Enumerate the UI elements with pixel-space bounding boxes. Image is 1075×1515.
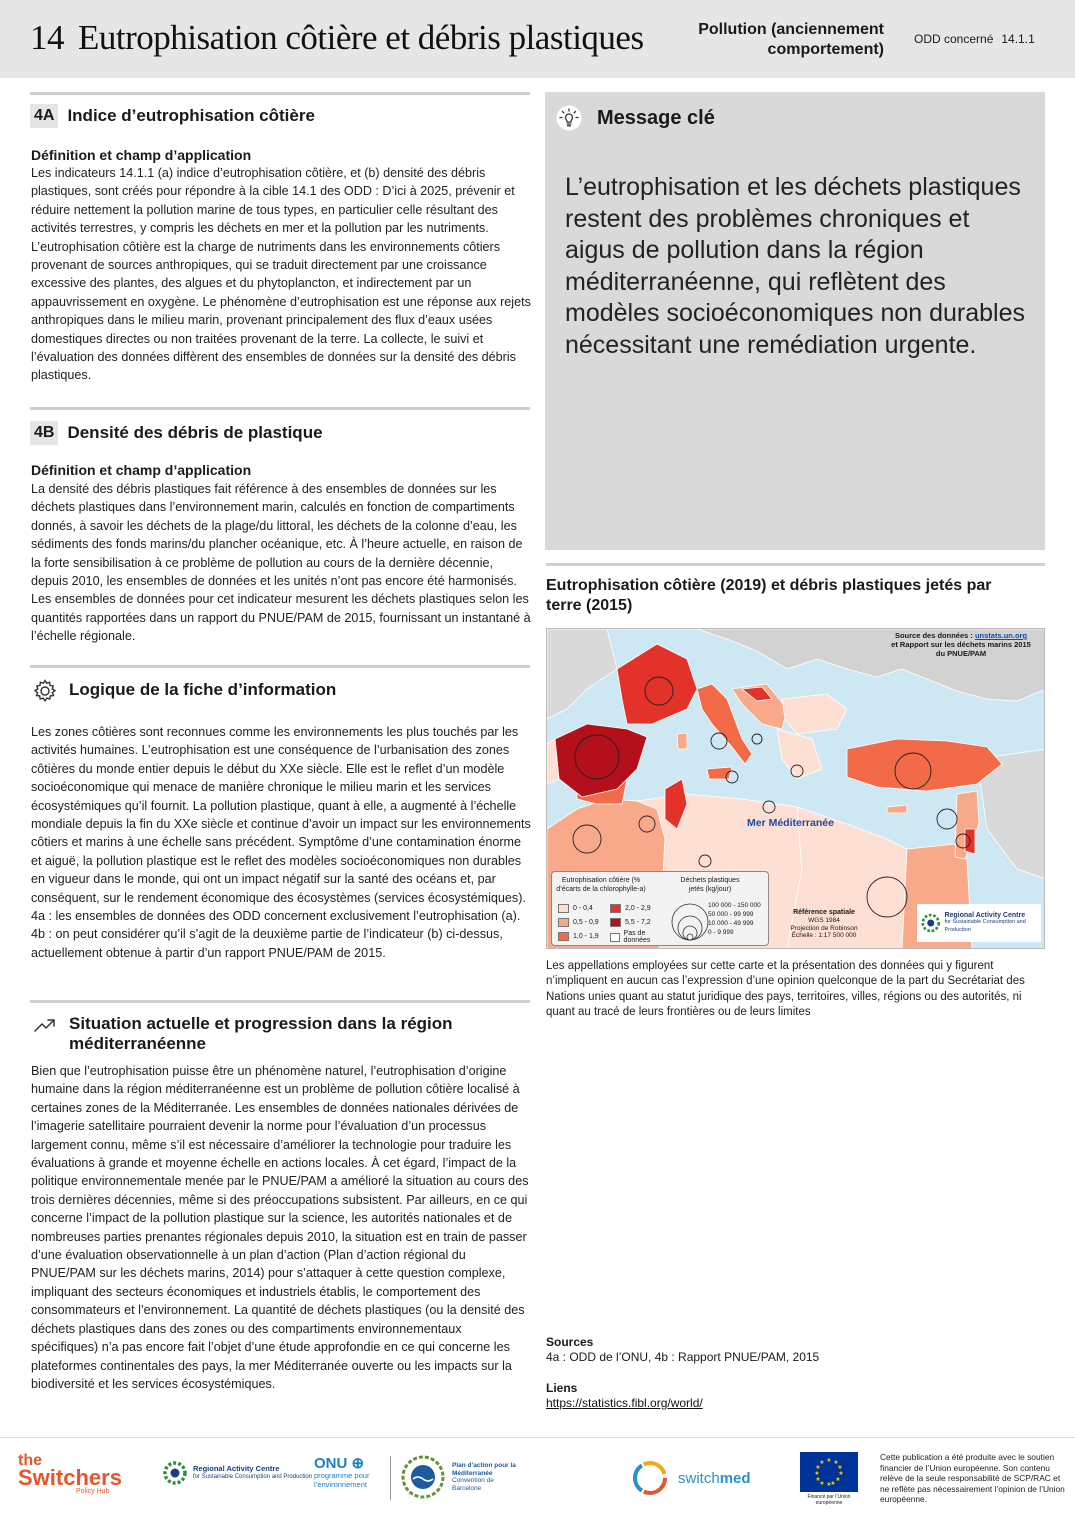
- unep-sub: programme pour l’environnement: [314, 1471, 370, 1489]
- legend-swatch: [610, 904, 621, 913]
- logic-text: Les zones côtières sont reconnues comme les environnements les plus touchés par les activités humaines. L’eutrophisation est une conséquence de l’urbanisation des zones côtières du monde entier depuis le début du XXe siècle. Elle est le reflet d’un modèle socioéconomique qui menace de manière chronique le milieu marin et les services écosystémiques qu’il fournit. La pollution plastique, quant à elle, a augmenté à l’échelle mondiale depuis la fin du XXe siècle et continue d’avoir un impact sur les environnements côtiers et marins à une échelle sans précédent. Symptôme d’une contamination énorme et aiguë, la pollution plastique est le reflet des modèles socioéconomiques non durables en vigueur dans le monde, qui ont un impact négatif sur la santé des océans et, par conséquent, sur le rendement économique des écosystèmes (services écosystémiques). 4a : les ensembles de données des ODD concernent exclusivement l’eutrophisation (a). 4b : on peut considérer qu’il s’agit de la deuxième partie de l’indicateur (b) ci-dessus, actuellement obtenue à partir d’un rapport PNUE/PAM de 2015.: [31, 725, 531, 960]
- switchers-logo-line: Switchers: [18, 1465, 122, 1490]
- map-source: [886, 631, 1036, 658]
- legend-waste-title: Déchets plastiques jetés (kg/jour): [680, 877, 740, 893]
- sources-heading: Sources: [546, 1335, 594, 1349]
- map-title: Eutrophisation côtière (2019) et débris plastiques jetés par terre (2015): [546, 577, 992, 614]
- odd-code: 14.1.1: [1001, 32, 1035, 46]
- legend-circle-label: 0 - 9 999: [708, 929, 734, 936]
- legend-item: [610, 904, 651, 913]
- divider: [390, 1456, 391, 1500]
- map-legend: [551, 871, 769, 946]
- logic-heading: [32, 678, 336, 704]
- map-caption: Les appellations employées sur cette carte et la présentation des données qui y figurent n’impliquent en aucun cas l’expression d’une opinion quelconque de la part du Secrétariat des Nations unies quant au statut juridique des pays, territoires, villes, régions ou des autorités, ni quant au tracé de leurs frontières ou de leurs limites: [546, 960, 1025, 1018]
- section-badge: 4B: [30, 421, 58, 445]
- legend-item: [610, 930, 666, 944]
- legend-circle-label: 100 000 - 150 000: [708, 902, 761, 909]
- rac-logo-name: Regional Activity Centre: [944, 911, 1026, 919]
- rac-sub: for Sustainable Consumption and Production: [193, 1474, 313, 1480]
- key-message-box: [545, 92, 1045, 550]
- svg-text:★: ★: [819, 1480, 825, 1487]
- section-badge: 4A: [30, 104, 58, 128]
- svg-text:★: ★: [815, 1464, 821, 1471]
- trend-up-icon: [32, 1012, 58, 1038]
- page-footer: [0, 1437, 1075, 1515]
- legend-item: [610, 918, 651, 927]
- section-subtitle: Définition et champ d’application: [31, 462, 252, 478]
- section-title: Logique de la fiche d’information: [69, 680, 337, 699]
- rac-logo-icon: [921, 910, 940, 936]
- switchers-logo-line: Policy Hub: [76, 1488, 110, 1495]
- rac-footer-logo: [163, 1458, 312, 1488]
- divider: [546, 563, 1045, 566]
- page-title-text: Eutrophisation côtière et débris plastiques: [78, 18, 644, 57]
- spatial-reference-line: Projection de Robinson: [790, 924, 858, 932]
- divider: [30, 92, 530, 95]
- rac-logo: [917, 904, 1041, 942]
- legend-label: Pas de données: [623, 930, 651, 944]
- legend-item: [558, 932, 599, 941]
- section-4b-heading: [30, 421, 323, 445]
- legend-swatch: [558, 918, 569, 927]
- wreath-icon: [400, 1454, 446, 1500]
- legend-label: 0 - 0,4: [573, 905, 593, 912]
- svg-text:★: ★: [830, 1480, 836, 1487]
- eu-caption: Financé par l’Union européenne: [807, 1494, 851, 1506]
- spatial-reference: [779, 909, 869, 940]
- situation-heading: [32, 1012, 499, 1054]
- section-title: Densité des débris de plastique: [67, 423, 323, 442]
- eu-logo: [800, 1452, 858, 1506]
- sources-text: 4a : ODD de l’ONU, 4b : Rapport PNUE/PAM, 2015: [546, 1350, 820, 1364]
- unep-name: ONU: [314, 1455, 348, 1472]
- legend-swatch: [558, 932, 569, 941]
- gear-icon: [32, 678, 58, 704]
- key-message-text: L’eutrophisation et les déchets plastiques restent des problèmes chroniques et aigus de pollution dans la région méditerranéenne, qui reflètent des modèles socioéconomiques non durables nécessitant une remédiation urgente.: [565, 173, 1026, 359]
- section-4b-text: La densité des débris plastiques fait référence à des ensembles de données sur les déchets plastiques dans l’environnement marin, calculés en fonction de compartiments donnés, à savoir les déchets de la plage/du littoral, les déchets de la colonne d’eau, les sédiments des fonds marins/du plancher océanique, etc. À l’heure actuelle, en raison de la forte sensibilisation à ce problème de pollution au cours de la dernière décennie, depuis 2010, les ensembles de données et les unités n’ont pas encore été harmonisés. Les ensembles de données pour cet indicateur mesurent les déchets plastiques selon les quantités rapportées dans un rapport du PNUE/PAM de 2015, fournissant un instantané à l’échelle régionale.: [31, 482, 531, 644]
- divider: [30, 1000, 530, 1003]
- svg-text:★: ★: [815, 1476, 821, 1483]
- eu-flag-icon: [800, 1452, 858, 1492]
- divider: [30, 407, 530, 410]
- legend-swatch: [610, 918, 621, 927]
- map-barcelona-logo: [400, 1454, 522, 1500]
- category-label: Pollution (anciennement comportement): [698, 21, 884, 58]
- svg-text:★: ★: [826, 1481, 832, 1488]
- eu-disclaimer: Cette publication a été produite avec le soutien financier de l’Union européenne. Son contenu relève de la seule responsabilité de SCP/RAC et ne reflète pas nécessairement l’opinion de l’Union européenne.: [880, 1452, 1065, 1505]
- svg-text:★: ★: [833, 1459, 839, 1466]
- legend-label: 2,0 - 2,9: [625, 905, 651, 912]
- unep-logo: [314, 1454, 382, 1489]
- page-number: 14: [30, 18, 64, 57]
- section-4a-text: Les indicateurs 14.1.1 (a) indice d’eutrophisation côtière, et (b) densité des débris plastiques, sont créés pour répondre à la cible 14.1 des ODD : D’ici à 2025, prévenir et réduire nettement la pollution marine de tous types, en particulier celle résultant des activités terrestres, y compris les déchets en mer et la pollution par les nutriments. L’eutrophisation côtière est la charge de nutriments dans les environnements côtiers provenant de sources anthropiques, qui se traduit directement par une croissance excessive des plantes, des algues et du phytoplancton, et indirectement par un appauvrissement en oxygène. Le phénomène d’eutrophisation est une réponse aux rejets anthropiques dans le milieu marin, provenant principalement des flux d’eaux usées domestiques directes ou non traitées provenant de la terre. La collecte, le suivi et l’évaluation des données diffèrent des ensembles de données sur la densité des débris plastiques.: [31, 166, 531, 383]
- switchers-logo-line: the: [18, 1452, 42, 1469]
- situation-text: Bien que l’eutrophisation puisse être un phénomène naturel, l’eutrophisation d’origine humaine dans la région méditerranéenne est un problème de pollution côtière localisé à certaines zones de la Méditerranée. Les ensembles de données nationales dérivées de l’imagerie satellitaire pourraient devenir la norme pour l’évaluation d’un processus largement connu, même s’il est nécessaire d’améliorer la technologie pour traduire les évaluations à grande et moyenne échelle en actions locales. À cet égard, l’impact de la politique environnementale menée par le PNUE/PAM a amélioré la situation au cours des trois dernières décennies, même si des préoccupations subsistent. Par ailleurs, en ce qui concerne l’impact de la pollution plastique sur la science, les autorités nationales et de nombreuses parties prenantes régionales depuis 2010, la situation est en train de passer d’une évaluation observationnelle à un plan d’action (Plan d’action régional du PNUE/PAM sur les déchets marins, 2014) pour s’attaquer à cette question complexe, impliquant des secteurs économiques et industriels établis, le comportement des consommateurs et l’environnement. La quantité de déchets plastiques (ou la densité des déchets plastiques dans des zones ou des compartiments environnementaux spécifiques) n’a pas encore fait l’objet d’une étude approfondie en ce qui concerne les plateformes continentales des pays, la mer Méditerranée ouverte ou les impacts sur la biodiversité et les services écosystémiques.: [31, 1064, 529, 1391]
- legend-label: 0,5 - 0,9: [573, 919, 599, 926]
- page-header: [0, 0, 1075, 78]
- spatial-reference-title: Référence spatiale: [793, 909, 855, 916]
- pam-line: Convention de Barcelone: [452, 1477, 494, 1492]
- legend-eutro-title: Eutrophisation côtière (% d’écarts de la chlorophylle-a): [556, 877, 646, 893]
- legend-swatch: [610, 933, 620, 942]
- statistics-link[interactable]: https://statistics.fibl.org/world/: [546, 1396, 703, 1410]
- rac-logo-sub: for Sustainable Consumption and Production: [944, 919, 1026, 933]
- key-message-heading: [555, 104, 715, 132]
- legend-item: [558, 918, 599, 927]
- legend-circle-label: 10 000 - 49 999: [708, 920, 754, 927]
- lightbulb-icon: [555, 104, 583, 132]
- switchers-logo: [18, 1454, 143, 1495]
- svg-text:★: ★: [814, 1470, 820, 1477]
- map-source-rest: et Rapport sur les déchets marins 2015 du PNUE/PAM: [891, 640, 1031, 658]
- legend-label: 5,5 - 7,2: [625, 919, 651, 926]
- sea-label: Mer Méditerranée: [747, 817, 834, 829]
- section-title: Situation actuelle et progression dans la région méditerranéenne: [69, 1014, 453, 1053]
- map-figure: [546, 628, 1045, 949]
- map-source-link[interactable]: unstats.un.org: [974, 631, 1028, 640]
- rac-icon: [163, 1458, 187, 1488]
- switchmed-logo: [632, 1460, 751, 1496]
- legend-circle-label: 50 000 - 99 999: [708, 911, 754, 918]
- svg-text:★: ★: [837, 1464, 843, 1471]
- section-title: Indice d’eutrophisation côtière: [67, 106, 315, 125]
- spatial-reference-line: Échelle : 1:17 500 000: [791, 932, 857, 940]
- switchmed-text: switch: [678, 1469, 720, 1487]
- links-heading: Liens: [546, 1381, 578, 1395]
- switchmed-icon: [632, 1460, 668, 1496]
- key-message-title: Message clé: [597, 106, 715, 129]
- page-title: [30, 18, 644, 58]
- svg-text:★: ★: [826, 1457, 832, 1464]
- section-subtitle: Définition et champ d’application: [31, 147, 252, 163]
- svg-text:★: ★: [838, 1470, 844, 1477]
- switchmed-text: med: [719, 1469, 751, 1487]
- legend-label: 1,0 - 1,9: [573, 933, 599, 940]
- section-4a-heading: [30, 104, 315, 128]
- legend-swatch: [558, 904, 569, 913]
- spatial-reference-line: WGS 1984: [808, 916, 840, 924]
- odd-label: ODD concerné: [914, 32, 994, 46]
- odd-reference: [914, 32, 1035, 46]
- divider: [30, 665, 530, 668]
- rac-name: Regional Activity Centre: [193, 1463, 280, 1473]
- un-emblem-icon: ⊕: [351, 1455, 365, 1472]
- pam-line: Plan d’action pour la Méditerranée: [452, 1462, 516, 1477]
- map-source-prefix: Source des données :: [894, 631, 975, 640]
- svg-text:★: ★: [835, 1476, 841, 1483]
- legend-item: [558, 904, 593, 913]
- svg-text:★: ★: [819, 1459, 825, 1466]
